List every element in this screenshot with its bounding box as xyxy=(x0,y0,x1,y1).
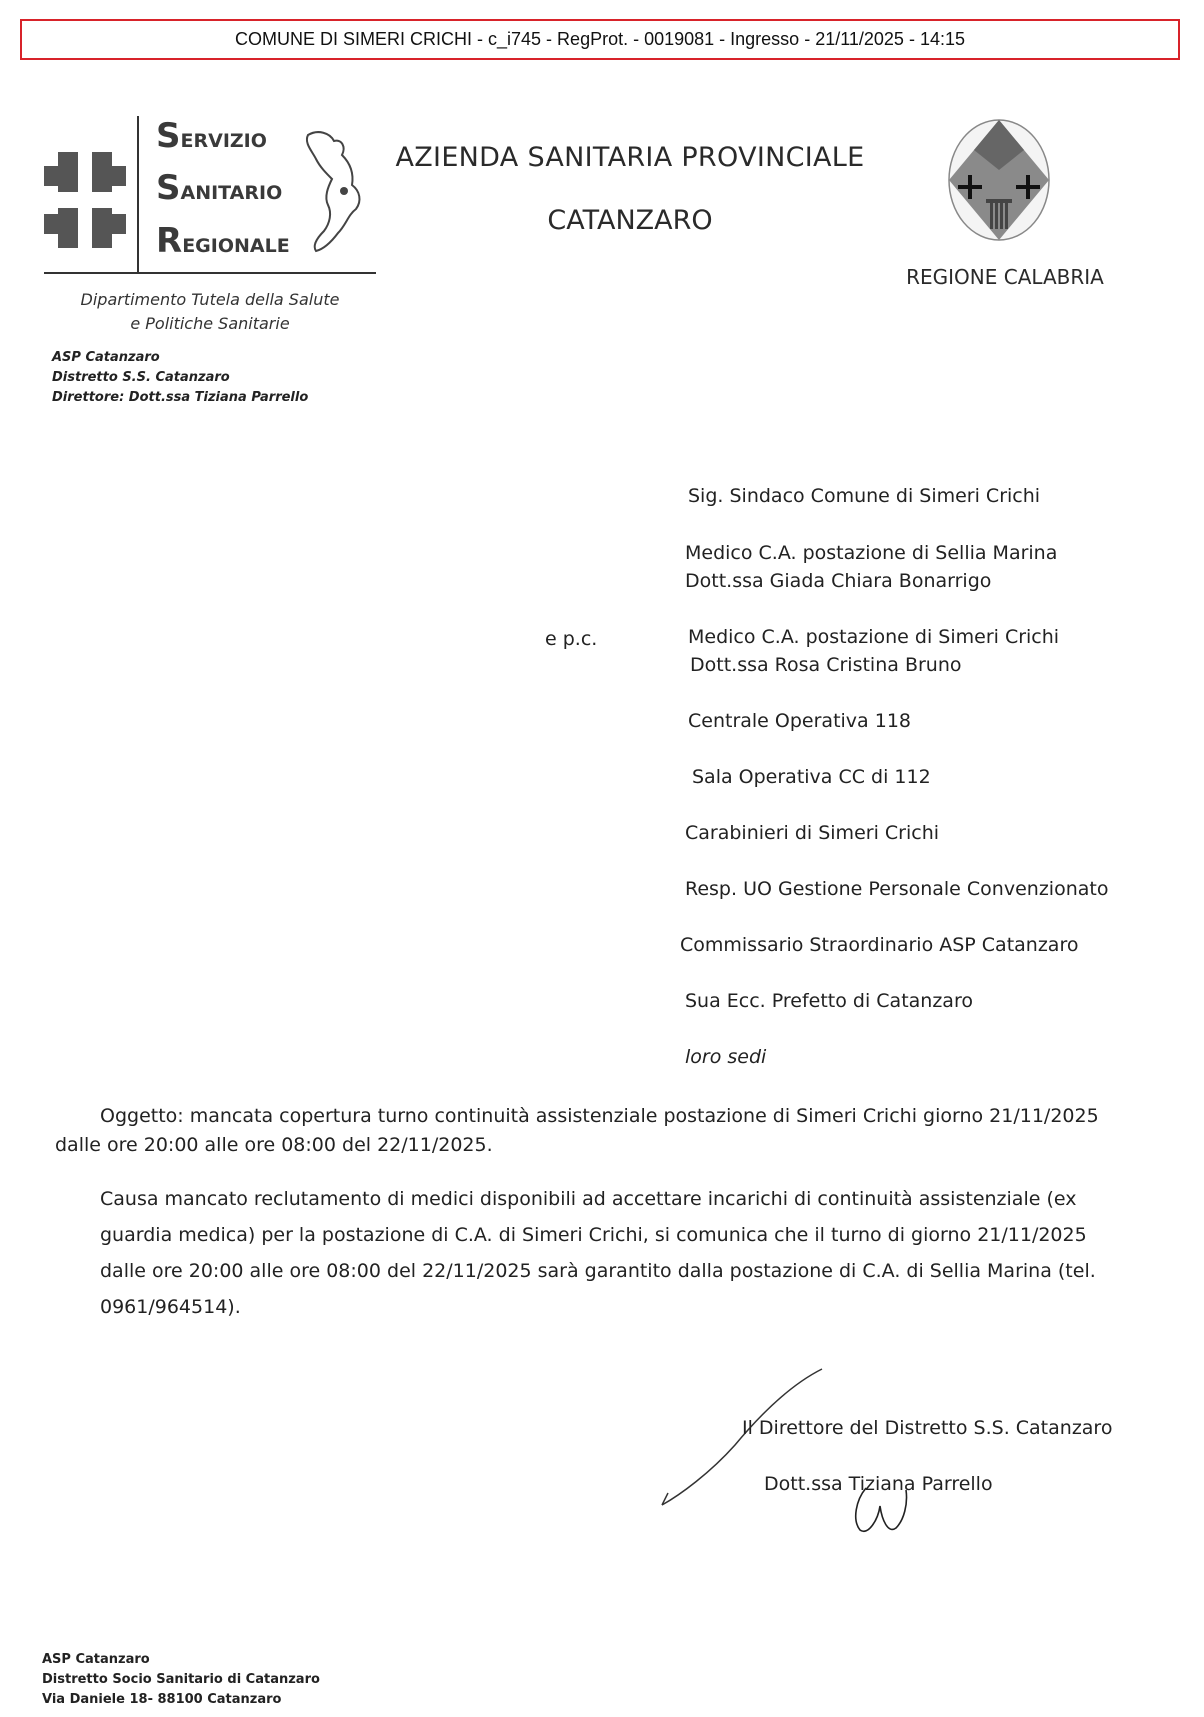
recipient-medico-simeri-name: Dott.ssa Rosa Cristina Bruno xyxy=(690,654,962,676)
sender-info-line: ASP Catanzaro xyxy=(52,350,160,365)
recipient-commissario: Commissario Straordinario ASP Catanzaro xyxy=(680,934,1079,956)
protocol-stamp xyxy=(20,19,1180,60)
ssr-word-sanitario xyxy=(156,168,282,208)
signature-name: Dott.ssa Tiziana Parrello xyxy=(764,1473,993,1495)
recipient-medico-simeri: Medico C.A. postazione di Simeri Crichi xyxy=(688,626,1060,648)
recipient-loro-sedi: loro sedi xyxy=(685,1046,767,1068)
body-line-4: 0961/964514). xyxy=(100,1296,241,1318)
ssr-cross-logo-icon xyxy=(44,152,126,248)
per-conoscenza-label: e p.c. xyxy=(545,628,598,650)
protocol-stamp-text: COMUNE DI SIMERI CRICHI - c_i745 - RegProt. - 0019081 - Ingresso - 21/11/2025 - 14:15 xyxy=(235,29,965,49)
ssr-cap: R xyxy=(156,221,183,261)
recipient-sindaco: Sig. Sindaco Comune di Simeri Crichi xyxy=(688,485,1041,507)
ssr-divider-vertical xyxy=(137,116,139,274)
subject-line-1: Oggetto: mancata copertura turno continuità assistenziale postazione di Simeri Crichi giorno 21/11/2025 xyxy=(100,1105,1099,1127)
ssr-word-servizio xyxy=(156,116,267,156)
sender-info-line: Distretto S.S. Catanzaro xyxy=(52,370,230,385)
handwritten-signature-icon xyxy=(848,1480,918,1540)
department-line: Dipartimento Tutela della Salute xyxy=(80,290,340,309)
ssr-rest: ERVIZIO xyxy=(180,130,267,152)
recipient-centrale-118: Centrale Operativa 118 xyxy=(688,710,911,732)
asp-city: CATANZARO xyxy=(547,205,713,236)
ssr-rest: ANITARIO xyxy=(180,182,283,204)
regione-label: REGIONE CALABRIA xyxy=(906,265,1104,289)
recipient-prefetto: Sua Ecc. Prefetto di Catanzaro xyxy=(685,990,973,1012)
recipient-medico-sellia-name: Dott.ssa Giada Chiara Bonarrigo xyxy=(685,570,992,592)
recipient-medico-sellia: Medico C.A. postazione di Sellia Marina xyxy=(685,542,1058,564)
department-line: e Politiche Sanitarie xyxy=(130,314,290,333)
ssr-word-regionale xyxy=(156,221,290,261)
footer-line: Via Daniele 18- 88100 Catanzaro xyxy=(42,1692,282,1707)
recipient-resp-uo: Resp. UO Gestione Personale Convenzionato xyxy=(685,878,1109,900)
regione-calabria-emblem-icon xyxy=(944,115,1054,245)
recipient-carabinieri: Carabinieri di Simeri Crichi xyxy=(685,822,940,844)
footer-line: Distretto Socio Sanitario di Catanzaro xyxy=(42,1672,320,1687)
ssr-cap: S xyxy=(156,168,181,208)
body-line-2: guardia medica) per la postazione di C.A. di Simeri Crichi, si comunica che il turno di giorno 21/11/2025 xyxy=(100,1224,1087,1246)
ssr-rest: EGIONALE xyxy=(182,235,290,257)
body-line-3: dalle ore 20:00 alle ore 08:00 del 22/11/2025 sarà garantito dalla postazione di C.A. di Sellia Marina (tel. xyxy=(100,1260,1096,1282)
subject-line-2: dalle ore 20:00 alle ore 08:00 del 22/11/2025. xyxy=(55,1134,493,1156)
signature-role: Il Direttore del Distretto S.S. Catanzaro xyxy=(742,1417,1113,1439)
department-name xyxy=(50,288,370,336)
calabria-map-icon xyxy=(302,127,372,255)
recipient-sala-112: Sala Operativa CC di 112 xyxy=(692,766,931,788)
sender-info-line: Direttore: Dott.ssa Tiziana Parrello xyxy=(52,390,309,405)
ssr-cap: S xyxy=(156,116,181,156)
ssr-divider-horizontal xyxy=(44,272,376,274)
asp-title: AZIENDA SANITARIA PROVINCIALE xyxy=(395,142,865,173)
body-line-1: Causa mancato reclutamento di medici disponibili ad accettare incarichi di continuità assistenziale (ex xyxy=(100,1188,1077,1210)
footer-line: ASP Catanzaro xyxy=(42,1652,150,1667)
